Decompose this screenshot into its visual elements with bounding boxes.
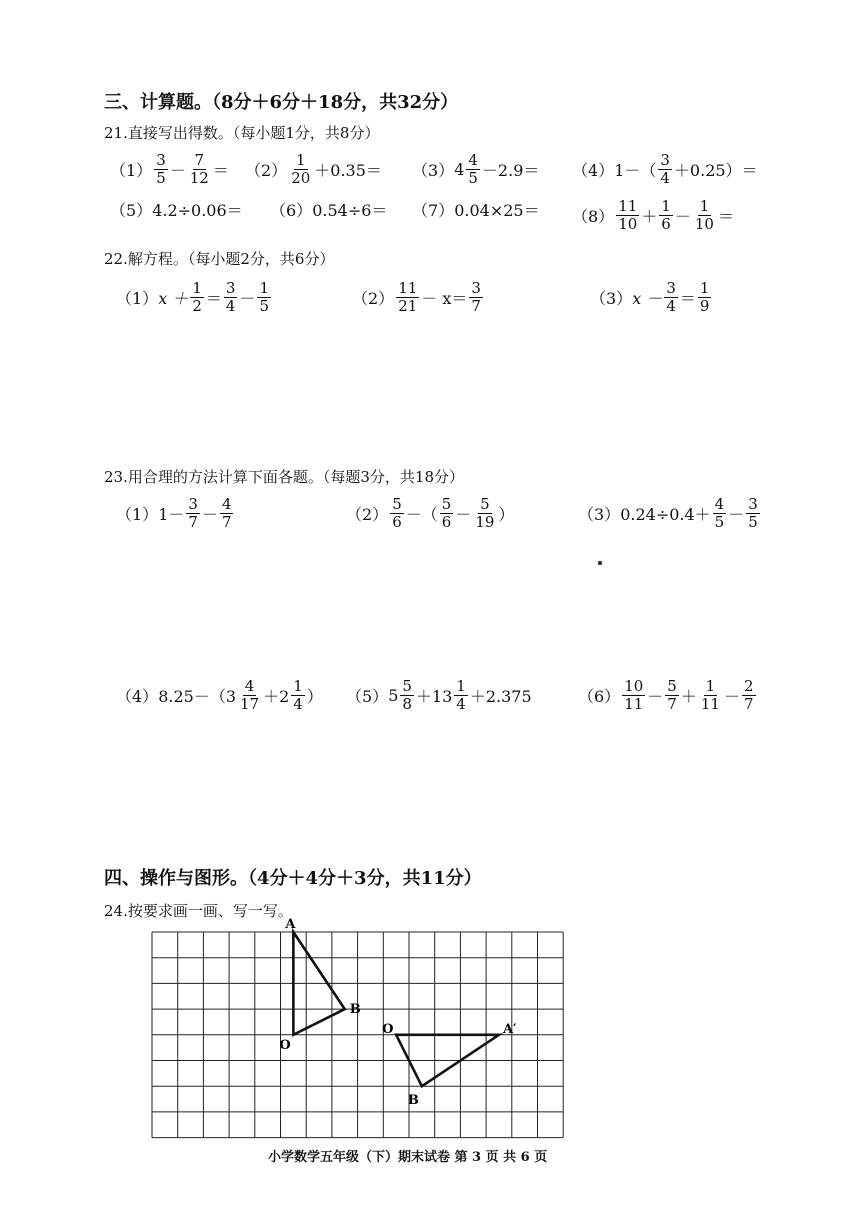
item-label: （3） <box>412 161 455 180</box>
item-label: （2） <box>352 289 395 308</box>
item-label: （6） <box>270 201 313 220</box>
expr-text: ＋2.375 <box>469 687 532 706</box>
expr-text: ＋0.25）＝ <box>673 161 758 180</box>
fraction: $\frac{5}{19}$ <box>475 495 495 531</box>
page-footer: 小学数学五年级（下）期末试卷 第 3 页 共 6 页 <box>268 1150 548 1165</box>
expr-text: － <box>647 687 664 706</box>
expr-text: － <box>728 505 745 524</box>
expr-text: 8.25－（3 <box>158 687 236 706</box>
q22-item-2 <box>352 280 485 315</box>
fraction: $\frac{1}{9}$ <box>699 279 710 315</box>
fraction: $\frac{7}{12}$ <box>189 151 209 187</box>
item-label: （7） <box>412 201 455 220</box>
q23-item-6 <box>578 678 758 713</box>
vertex-label: B <box>349 1002 361 1018</box>
item-label: （8） <box>572 207 615 226</box>
q23-item-1 <box>116 496 235 531</box>
fraction: $\frac{5}{6}$ <box>441 495 452 531</box>
expr-text: x ＋ <box>158 289 189 308</box>
fraction: $\frac{3}{4}$ <box>666 279 676 315</box>
item-label: （3） <box>590 289 633 308</box>
question-22-title: 22.解方程。（每小题2分，共6分） <box>104 250 335 268</box>
fraction: $\frac{1}{20}$ <box>291 151 311 187</box>
q23-item-4 <box>116 678 323 713</box>
fraction: $\frac{3}{7}$ <box>471 279 481 315</box>
expr-text: 5 <box>388 686 399 705</box>
fraction: $\frac{1}{2}$ <box>192 279 202 315</box>
fraction: $\frac{1}{6}$ <box>661 197 671 233</box>
expr-text: － <box>723 687 740 706</box>
fraction: $\frac{5}{6}$ <box>392 495 402 531</box>
item-label: （2） <box>245 161 288 180</box>
fraction: $\frac{3}{5}$ <box>748 495 758 531</box>
item-label: （2） <box>346 505 389 524</box>
expr-text: ＝ <box>717 207 734 226</box>
q21-item-5 <box>110 198 243 221</box>
item-label: （1） <box>116 505 159 524</box>
fraction: $\frac{4}{7}$ <box>221 495 232 531</box>
q21-item-7 <box>412 198 540 221</box>
fraction: $\frac{4}{17}$ <box>240 677 260 713</box>
item-label: （4） <box>116 687 159 706</box>
vertex-label: O <box>382 1021 394 1037</box>
q23-item-3 <box>578 496 762 531</box>
fraction: $\frac{3}{4}$ <box>660 151 670 187</box>
expr-text: ） <box>498 505 515 524</box>
q21-item-3 <box>412 152 539 187</box>
section-4-title: 四、操作与图形。（4分＋4分＋3分，共11分） <box>104 868 482 889</box>
expr-text: x － <box>632 289 663 308</box>
transformation-grid <box>140 918 570 1146</box>
fraction: $\frac{1}{11}$ <box>700 677 720 713</box>
fraction: $\frac{3}{7}$ <box>188 495 198 531</box>
fraction: $\frac{11}{10}$ <box>618 197 638 233</box>
question-21-title: 21.直接写出得数。（每小题1分，共8分） <box>104 124 380 142</box>
expr-text: － <box>455 505 472 524</box>
fraction: $\frac{3}{5}$ <box>156 151 166 187</box>
vertex-labels <box>279 918 517 1108</box>
grid-lines <box>152 932 563 1138</box>
vertex-label: O <box>279 1037 291 1053</box>
expr-text: － <box>674 207 691 226</box>
fraction: $\frac{4}{5}$ <box>468 151 478 187</box>
fraction: $\frac{1}{10}$ <box>694 197 714 233</box>
expr-text: ＋ <box>641 207 658 226</box>
section-3-title: 三、计算题。（8分＋6分＋18分，共32分） <box>104 92 459 113</box>
expr-text: ） <box>306 687 323 706</box>
expr-text: ＝ <box>212 161 229 180</box>
question-24-title: 24.按要求画一画、写一写。 <box>104 902 293 920</box>
fraction: $\frac{10}{11}$ <box>624 677 644 713</box>
fraction: $\frac{5}{8}$ <box>402 677 412 713</box>
expr-text: 0.54÷6＝ <box>312 201 388 220</box>
q23-item-5 <box>346 678 532 713</box>
vertex-label: B <box>407 1093 419 1109</box>
stray-dot <box>598 561 602 565</box>
q21-item-1 <box>110 152 229 187</box>
q21-item-6 <box>270 198 387 221</box>
fraction: $\frac{1}{4}$ <box>456 677 466 713</box>
expr-text: ＋2 <box>263 687 290 706</box>
q23-item-2 <box>346 496 514 531</box>
expr-text: － <box>201 505 218 524</box>
expr-text: 0.24÷0.4＋ <box>620 505 711 524</box>
fraction: $\frac{1}{4}$ <box>293 677 303 713</box>
item-label: （4） <box>572 161 615 180</box>
item-label: （1） <box>116 289 159 308</box>
q21-item-4 <box>572 152 758 187</box>
fraction: $\frac{4}{5}$ <box>714 495 725 531</box>
expr-text: 0.04×25＝ <box>454 201 540 220</box>
expr-text: －2.9＝ <box>481 161 540 180</box>
q21-item-8 <box>572 198 734 233</box>
fraction: $\frac{3}{4}$ <box>225 279 236 315</box>
expr-text: 1－ <box>158 505 185 524</box>
expr-text: －（ <box>405 505 438 524</box>
fraction: $\frac{11}{21}$ <box>398 279 418 315</box>
expr-text: 4 <box>454 160 465 179</box>
fraction: $\frac{5}{7}$ <box>667 677 677 713</box>
fraction: $\frac{2}{7}$ <box>743 677 754 713</box>
q22-item-3 <box>590 280 713 315</box>
vertex-label: A <box>285 918 296 932</box>
expr-text: － x＝ <box>421 289 468 308</box>
item-label: （5） <box>110 201 153 220</box>
expr-text: ＝ <box>679 289 696 308</box>
vertex-label: A′ <box>502 1021 517 1037</box>
expr-text: － <box>239 289 256 308</box>
expr-text: 4.2÷0.06＝ <box>152 201 243 220</box>
q21-item-2 <box>245 152 382 187</box>
expr-text: ＝ <box>205 289 222 308</box>
item-label: （3） <box>578 505 621 524</box>
expr-text: ＋ <box>680 687 697 706</box>
item-label: （5） <box>346 687 389 706</box>
fraction: $\frac{1}{5}$ <box>259 279 269 315</box>
expr-text: ＋0.35＝ <box>314 161 382 180</box>
question-23-title: 23.用合理的方法计算下面各题。（每题3分，共18分） <box>104 468 464 486</box>
q22-item-1 <box>116 280 273 315</box>
expr-text: 1－（ <box>614 161 657 180</box>
expr-text: ＋13 <box>415 687 453 706</box>
expr-text: － <box>169 161 186 180</box>
item-label: （1） <box>110 161 153 180</box>
item-label: （6） <box>578 687 621 706</box>
